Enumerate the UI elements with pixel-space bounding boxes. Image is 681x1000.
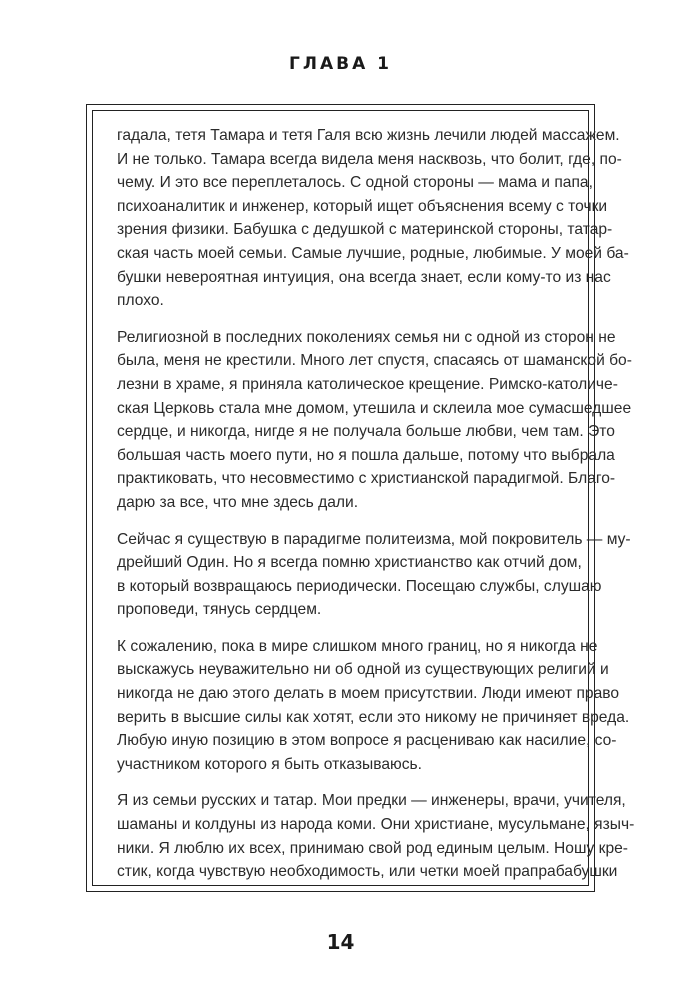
text-line: выскажусь неуважительно ни об одной из существующих религий и (117, 661, 609, 679)
text-line: Любую иную позицию в этом вопросе я расцениваю как насилие, со- (117, 732, 617, 750)
text-line: дарю за все, что мне здесь дали. (117, 493, 359, 511)
text-line: бушки невероятная интуиция, она всегда знает, если кому-то из нас (117, 268, 611, 286)
text-line: плохо. (117, 292, 164, 310)
text-line: шаманы и колдуны из народа коми. Они христиане, мусульмане, языч- (117, 816, 635, 834)
page-number: 14 (326, 930, 355, 954)
text-line: Я из семьи русских и татар. Мои предки — инженеры, врачи, учителя, (117, 792, 626, 810)
text-line: Сейчас я существую в парадигме политеизма, мой покровитель — му- (117, 530, 631, 548)
text-line: в который возвращаюсь периодически. Посещаю службы, слушаю (117, 577, 602, 595)
text-line: участником которого я быть отказываюсь. (117, 755, 422, 773)
text-line: психоаналитик и инженер, который ищет объяснения всему с точки (117, 197, 608, 215)
text-line: Религиозной в последних поколениях семья ни с одной из сторон не (117, 328, 616, 346)
text-line: чему. И это все переплеталось. С одной стороны — мама и папа, (117, 174, 593, 192)
text-line: большая часть моего пути, но я пошла дальше, потому что выбрала (117, 446, 615, 464)
paragraph-4 (117, 635, 630, 777)
body-text (117, 124, 635, 897)
text-line: ская часть моей семьи. Самые лучшие, родные, любимые. У моей ба- (117, 244, 629, 262)
text-line: И не только. Тамара всегда видела меня насквозь, что болит, где, по- (117, 150, 622, 168)
text-line: была, меня не крестили. Много лет спустя, спасаясь от шаманской бо- (117, 352, 632, 370)
text-line: никогда не даю этого делать в моем присутствии. Люди имеют право (117, 685, 620, 703)
text-line: ники. Я люблю их всех, принимаю свой род единым целым. Ношу кре- (117, 839, 628, 857)
text-line: лезни в храме, я приняла католическое крещение. Римско-католиче- (117, 375, 618, 393)
text-line: стик, когда чувствую необходимость, или четки моей прапрабабушки (117, 863, 618, 881)
text-line: практиковать, что несовместимо с христианской парадигмой. Благо- (117, 470, 616, 488)
paragraph-2 (117, 326, 632, 515)
text-line: проповеди, тянусь сердцем. (117, 601, 322, 619)
text-line: верить в высшие силы как хотят, если это никому не причиняет вреда. (117, 708, 630, 726)
chapter-title: ГЛАВА 1 (289, 54, 392, 74)
text-line: гадала, тетя Тамара и тетя Галя всю жизнь лечили людей массажем. (117, 127, 620, 144)
text-line: зрения физики. Бабушка с дедушкой с материнской стороны, татар- (117, 221, 613, 239)
paragraph-5 (117, 789, 635, 883)
text-line: ская Церковь стала мне домом, утешила и склеила мое сумасшедшее (117, 399, 632, 417)
paragraph-3 (117, 528, 631, 622)
text-line: сердце, и никогда, нигде я не получала больше любви, чем там. Это (117, 423, 615, 441)
paragraph-1 (117, 124, 629, 313)
text-line: К сожалению, пока в мире слишком много границ, но я никогда не (117, 637, 598, 655)
text-line: дрейший Один. Но я всегда помню христианство как отчий дом, (117, 554, 582, 572)
